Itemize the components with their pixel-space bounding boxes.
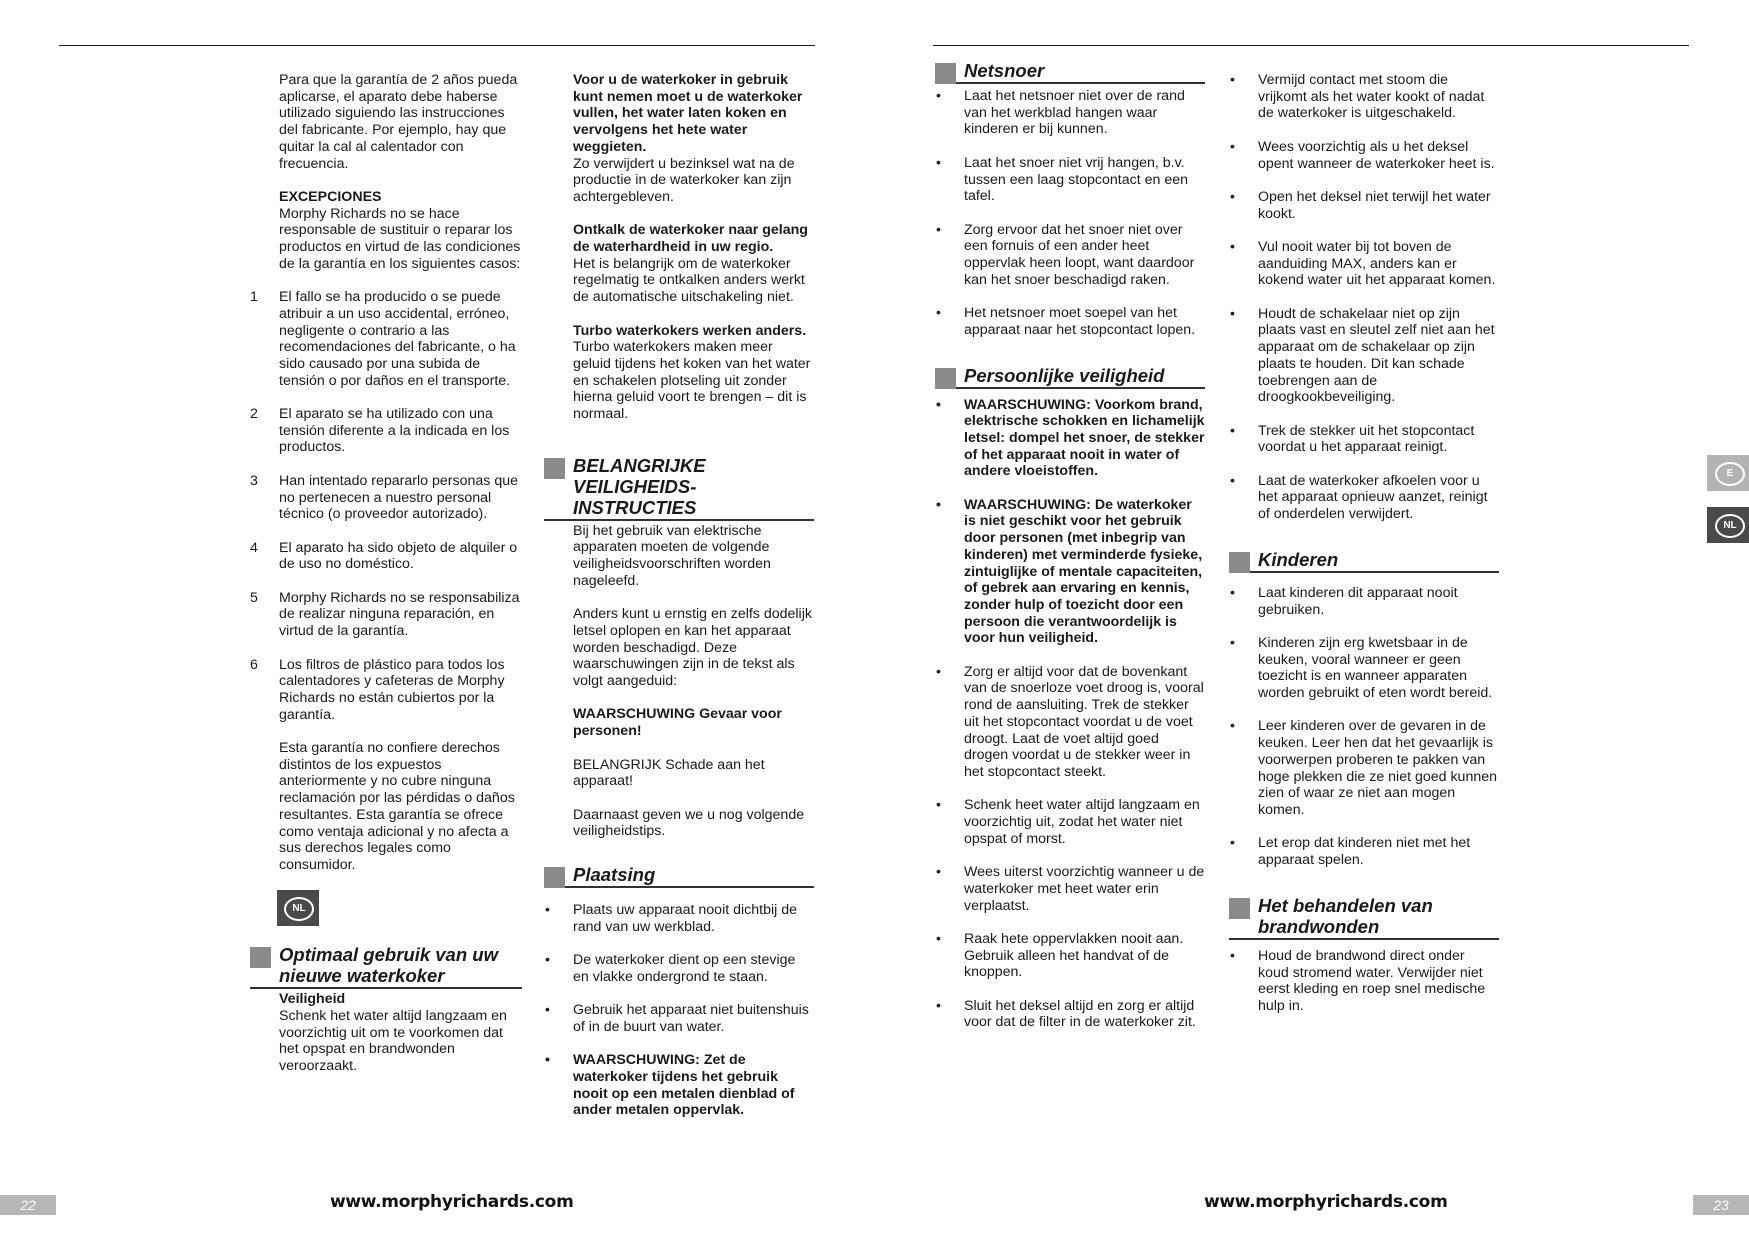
important-label: BELANGRIJK Schade aan het apparaat!: [573, 756, 765, 790]
children-heading: Kinderen: [1229, 549, 1499, 573]
first-use-text: Zo verwijdert u bezinksel wat na de productie in de waterkoker kan zijn achtergebleven.: [573, 155, 795, 205]
placement-heading: Plaatsing: [544, 864, 814, 888]
first-use-bold: Voor u de waterkoker in gebruik kunt nemen moet u de waterkoker vullen, het water laten koken en vervolgens het hete water weggieten.: [573, 72, 803, 155]
list-item: • Raak hete oppervlakken nooit aan. Gebruik alleen het handvat of de knoppen.: [936, 930, 1184, 981]
list-item: 6 Los filtros de plástico para todos los calentadores y cafeteras de Morphy Richards no están cubiertos por la garantía.: [250, 656, 505, 723]
safety-text: Schenk het water altijd langzaam en voorzichtig uit om te voorkomen dat het opspat en brandwonden veroorzaakt.: [279, 1008, 507, 1075]
personal-safety-heading: Persoonlijke veiligheid: [935, 365, 1205, 389]
heading-square-icon: [544, 867, 565, 888]
descale-text: Het is belangrijk om de waterkoker regelmatig te ontkalken anders werkt de automatische uitschakeling niet.: [573, 255, 805, 306]
list-item: • WAARSCHUWING: Voorkom brand, elektrische schokken en lichamelijk letsel: dompel het snoer, de stekker of het apparaat nooit in water of andere vloeistoffen.: [936, 396, 1205, 480]
list-item: • Schenk heet water altijd langzaam en voorzichtig uit, zodat het water niet opspat of morst.: [936, 797, 1200, 847]
language-tab-nl[interactable]: [1707, 507, 1749, 543]
right-column-1: [935, 60, 1205, 1048]
general-safety-list: [1229, 72, 1499, 523]
heading-square-icon: [935, 368, 956, 389]
website-url-right: www.morphyrichards.com: [1204, 1192, 1448, 1212]
right-column-2: [1229, 72, 1499, 1031]
list-item: • Sluit het deksel altijd en zorg er altijd voor dat de filter in de waterkoker zit.: [936, 997, 1196, 1031]
warranty-intro: Para que la garantía de 2 años pueda aplicarse, el aparato debe haberse utilizado siguiendo las instrucciones del fabricante. Por ejemplo, hay que quitar la cal al calentador con frecuencia.: [279, 72, 518, 172]
page-number-right: 23: [1693, 1195, 1749, 1215]
optimal-use-heading: Optimaal gebruik van uw nieuwe waterkoker: [250, 944, 522, 989]
list-item: 4 El aparato ha sido objeto de alquiler o de uso no doméstico.: [250, 539, 518, 573]
language-tab-e[interactable]: [1707, 455, 1749, 491]
left-column-2: [544, 72, 814, 1136]
language-tab-nl-label: NL: [1715, 514, 1745, 538]
list-item: • Open het deksel niet terwijl het water kookt.: [1230, 188, 1491, 222]
left-column-1: [250, 72, 522, 1075]
nl-language-badge: [277, 890, 319, 926]
list-item: • Het netsnoer moet soepel van het apparaat naar het stopcontact lopen.: [936, 305, 1196, 338]
turbo-bold: Turbo waterkokers werken anders.: [573, 322, 807, 339]
warning-label: WAARSCHUWING Gevaar voor personen!: [573, 706, 782, 740]
burns-heading: Het behandelen van brandwonden: [1229, 895, 1499, 940]
tips-intro: Daarnaast geven we u nog volgende veiligheidstips.: [573, 806, 805, 840]
list-item: • Wees uiterst voorzichtig wanneer u de waterkoker met heet water erin verplaatst.: [936, 864, 1205, 914]
important-safety-heading: BELANGRIJKE VEILIGHEIDS-INSTRUCTIES: [544, 455, 814, 521]
list-item: • WAARSCHUWING: Zet de waterkoker tijdens het gebruik nooit op een metalen dienblad of ander metalen oppervlak.: [545, 1052, 795, 1119]
list-item: • Let erop dat kinderen niet met het apparaat spelen.: [1230, 835, 1471, 869]
list-item: • Zorg er altijd voor dat de bovenkant van de snoerloze voet droog is, vooral rond de aansluiting. Trek de stekker uit het stopcontact voordat u de voet droogt. Laat de voet altijd goed drogen voordat u de stekker weer in het stopcontact steekt.: [936, 663, 1204, 780]
list-item: • Kinderen zijn erg kwetsbaar in de keuken, vooral wanneer er geen toezicht is en wanneer apparaten worden gebruikt of eten wordt bereid.: [1230, 634, 1493, 702]
list-item: • De waterkoker dient op een stevige en vlakke ondergrond te staan.: [545, 952, 796, 985]
placement-list: [544, 902, 814, 1119]
heading-square-icon: [544, 458, 565, 479]
website-url-left: www.morphyrichards.com: [330, 1192, 574, 1212]
list-item: • Vermijd contact met stoom die vrijkomt als het water kookt of nadat de waterkoker is uitgeschakeld.: [1230, 72, 1485, 122]
heading-square-icon: [250, 947, 271, 968]
list-item: 1 El fallo se ha producido o se puede atribuir a un uso accidental, erróneo, negligente o contrario a las recomendaciones del fabricante, o ha sido causado por una subida de tensión o por daños en el transporte.: [250, 289, 516, 389]
list-item: • Trek de stekker uit het stopcontact voordat u het apparaat reinigt.: [1230, 422, 1475, 456]
list-item: • Houd de brandwond direct onder koud stromend water. Verwijder niet eerst kleding en roep snel medische hulp in.: [1230, 947, 1486, 1014]
list-item: • Laat de waterkoker afkoelen voor u het apparaat opnieuw aanzet, reinigt of onderdelen verwijdert.: [1230, 472, 1488, 523]
right-page-top-rule: [933, 45, 1689, 46]
safety-subheading: Veiligheid: [279, 991, 346, 1008]
list-item: • Laat kinderen dit apparaat nooit gebruiken.: [1230, 584, 1458, 618]
personal-safety-list: [935, 397, 1205, 1032]
list-item: • Gebruik het apparaat niet buitenshuis of in de buurt van water.: [545, 1002, 809, 1035]
exceptions-heading: EXCEPCIONES: [279, 188, 382, 205]
heading-square-icon: [1229, 552, 1250, 573]
nl-badge-label: NL: [284, 897, 314, 921]
list-item: • Vul nooit water bij tot boven de aanduiding MAX, anders kan er kokend water uit het apparaat komen.: [1230, 238, 1496, 289]
descale-bold: Ontkalk de waterkoker naar gelang de waterhardheid in uw regio.: [573, 222, 808, 256]
cord-list: [935, 88, 1205, 339]
exceptions-intro: Morphy Richards no se hace responsable de sustituir o reparar los productos en virtud de las condiciones de la garantía en los siguientes casos:: [279, 205, 521, 272]
page-number-left: 22: [0, 1195, 56, 1215]
heading-square-icon: [935, 63, 956, 84]
list-item: • Laat het snoer niet vrij hangen, b.v. tussen een laag stopcontact en een tafel.: [936, 154, 1189, 205]
cord-heading: Netsnoer: [935, 60, 1205, 84]
children-list: [1229, 585, 1499, 869]
list-item: • Zorg ervoor dat het snoer niet over een fornuis of een ander heet oppervlak heen loopt, want daardoor kan het snoer beschadigd raken.: [936, 221, 1195, 288]
list-item: • Leer kinderen over de gevaren in de keuken. Leer hen dat het gevaarlijk is voorwerpen proberen te pakken van hoge plekken die ze niet goed kunnen zien of waar ze niet aan mogen komen.: [1230, 718, 1498, 818]
warranty-closing: Esta garantía no confiere derechos distintos de los expuestos anteriormente y no cubre ninguna reclamación por las pérdidas o daños resultantes. Esta garantía se ofrece como ventaja adicional y no afecta a sus derechos legales como consumidor.: [279, 740, 515, 873]
list-item: • WAARSCHUWING: De waterkoker is niet geschikt voor het gebruik door personen (met inbegrip van kinderen) met verminderde fysieke, zintuiglijke of mentale capaciteiten, of gebrek aan ervaring en kennis, zonder hulp of toezicht door een persoon die verantwoordelijk is voor hun veiligheid.: [936, 496, 1203, 647]
important-paragraph-1: Bij het gebruik van elektrische apparaten moeten de volgende veiligheidsvoorschriften worden nageleefd.: [573, 522, 771, 589]
list-item: • Wees voorzichtig als u het deksel opent wanneer de waterkoker heet is.: [1230, 138, 1495, 172]
burns-list: [1229, 948, 1499, 1015]
left-page-top-rule: [59, 45, 815, 46]
turbo-text: Turbo waterkokers maken meer geluid tijdens het koken van het water en schakelen plotseling uit zonder hierna geluid voort te brengen – dit is normaal.: [573, 339, 811, 423]
list-item: 2 El aparato se ha utilizado con una tensión diferente a la indicada en los productos.: [250, 406, 510, 456]
exceptions-list: [250, 289, 522, 723]
list-item: • Plaats uw apparaat nooit dichtbij de rand van uw werkblad.: [545, 902, 797, 935]
list-item: • Laat het netsnoer niet over de rand van het werkblad hangen waar kinderen er bij kunnen.: [936, 88, 1185, 138]
list-item: 3 Han intentado repararlo personas que no pertenecen a nuestro personal técnico (o proveedor autorizado).: [250, 472, 518, 523]
list-item: 5 Morphy Richards no se responsabiliza de realizar ninguna reparación, en virtud de la garantía.: [250, 589, 520, 640]
important-paragraph-2: Anders kunt u ernstig en zelfs dodelijk letsel oplopen en kan het apparaat worden beschadigd. Deze waarschuwingen zijn in de tekst als volgt aangeduid:: [573, 606, 812, 690]
list-item: • Houdt de schakelaar niet op zijn plaats vast en sleutel zelf niet aan het apparaat om de schakelaar op zijn plaats te houden. Dit kan schade toebrengen aan de droogkookbeveiliging.: [1230, 305, 1495, 406]
language-tab-e-label: E: [1715, 462, 1745, 486]
heading-square-icon: [1229, 898, 1250, 919]
